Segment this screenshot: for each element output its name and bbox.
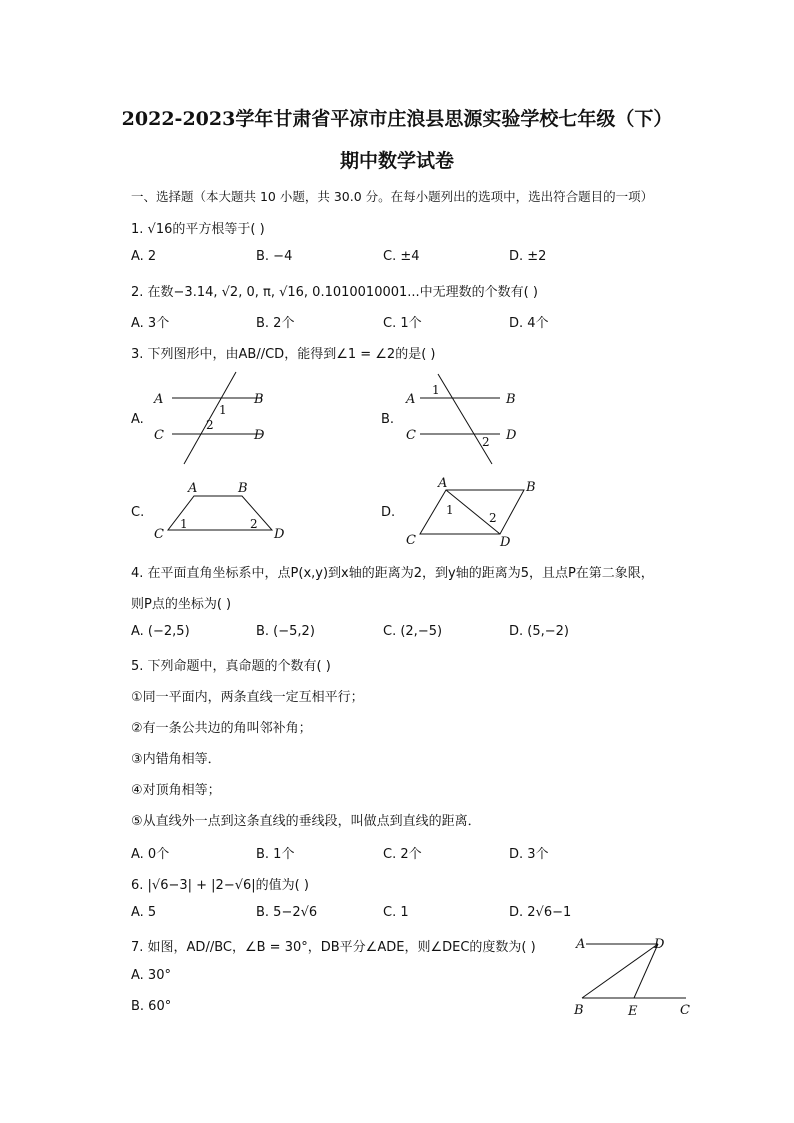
paper-title-line2: 期中数学试卷 [339, 150, 454, 172]
fig-d-angle-1: 1 [446, 503, 454, 517]
question-3-stem: 3. 下列图形中，由AB//CD，能得到∠1 = ∠2的是( ) [131, 347, 436, 362]
figure-q3-c [150, 478, 290, 548]
fig-q7-label-b: B [574, 1003, 584, 1018]
q1-option-d: D. ±2 [509, 249, 547, 264]
fig-c-label-d: D [274, 527, 285, 542]
q3-option-a: A. [131, 412, 144, 427]
q1-option-b: B. −4 [256, 249, 293, 264]
q2-option-a: A. 3个 [131, 316, 170, 331]
fig-b-label-c: C [406, 428, 416, 443]
question-1-stem: 1. √16的平方根等于( ) [131, 222, 265, 237]
fig-c-label-c: C [154, 527, 164, 542]
fig-b-angle-2: 2 [482, 435, 490, 449]
fig-a-angle-2: 2 [206, 418, 214, 432]
fig-a-label-a: A [154, 392, 164, 407]
q5-option-c: C. 2个 [383, 847, 422, 862]
fig-q7-label-a: A [576, 937, 586, 952]
q6-option-d: D. 2√6−1 [509, 905, 572, 920]
fig-d-label-d: D [500, 535, 511, 550]
q5-statement-3: ③内错角相等． [131, 752, 221, 767]
question-6-stem: 6. |√6−3| + |2−√6|的值为( ) [131, 878, 309, 893]
figure-q3-d [400, 474, 550, 550]
q5-option-d: D. 3个 [509, 847, 549, 862]
q5-option-a: A. 0个 [131, 847, 170, 862]
q3-option-c: C. [131, 505, 145, 520]
q4-option-d: D. (5,−2) [509, 624, 569, 639]
question-5-stem: 5. 下列命题中，真命题的个数有( ) [131, 659, 331, 674]
figure-q7 [568, 932, 698, 1022]
fig-q7-label-d: D [654, 937, 665, 952]
fig-d-label-b: B [526, 480, 536, 495]
figure-q3-a [150, 370, 280, 470]
question-2-stem: 2. 在数−3.14, √2, 0, π, √16, 0.1010010001...中无理数的个数有( ) [131, 285, 538, 300]
fig-b-label-b: B [506, 392, 516, 407]
q3-option-d: D. [381, 505, 396, 520]
fig-c-label-a: A [188, 481, 198, 496]
q6-option-c: C. 1 [383, 905, 409, 920]
fig-c-angle-1: 1 [180, 517, 188, 531]
question-4-stem: 4. 在平面直角坐标系中，点P(x,y)到x轴的距离为2，到y轴的距离为5，且点P在第二象限， [131, 566, 654, 581]
q5-option-b: B. 1个 [256, 847, 295, 862]
q5-statement-5: ⑤从直线外一点到这条直线的垂线段，叫做点到直线的距离． [131, 814, 481, 829]
fig-q7-label-c: C [680, 1003, 690, 1018]
q1-option-a: A. 2 [131, 249, 157, 264]
q1-option-c: C. ±4 [383, 249, 420, 264]
paper-title-line1: 2022-2023学年甘肃省平凉市庄浪县思源实验学校七年级（下） [121, 108, 673, 130]
q6-option-b: B. 5−2√6 [256, 905, 318, 920]
question-7-stem: 7. 如图，AD//BC，∠B = 30°，DB平分∠ADE，则∠DEC的度数为( ) [131, 940, 536, 955]
q3-option-b: B. [381, 412, 395, 427]
fig-c-label-b: B [238, 481, 248, 496]
question-4-stem-cont: 则P点的坐标为( ) [131, 597, 232, 612]
section-header: 一、选择题（本大题共 10 小题，共 30.0 分。在每小题列出的选项中，选出符合题目的一项） [131, 189, 654, 204]
q4-option-c: C. (2,−5) [383, 624, 443, 639]
q4-option-b: B. (−5,2) [256, 624, 315, 639]
fig-d-angle-2: 2 [489, 511, 497, 525]
fig-b-label-a: A [406, 392, 416, 407]
fig-d-label-a: A [438, 476, 448, 491]
fig-b-angle-1: 1 [432, 383, 440, 397]
figure-q3-b [400, 372, 530, 472]
q5-statement-4: ④对顶角相等； [131, 783, 221, 798]
q7-option-a: A. 30° [131, 968, 171, 983]
q2-option-d: D. 4个 [509, 316, 549, 331]
q4-option-a: A. (−2,5) [131, 624, 190, 639]
fig-a-label-d: D [254, 428, 265, 443]
q5-statement-2: ②有一条公共边的角叫邻补角； [131, 721, 312, 736]
q7-option-b: B. 60° [131, 999, 172, 1014]
fig-d-label-c: C [406, 533, 416, 548]
q5-statement-1: ①同一平面内，两条直线一定互相平行； [131, 690, 364, 705]
q6-option-a: A. 5 [131, 905, 157, 920]
fig-c-angle-2: 2 [250, 517, 258, 531]
fig-b-label-d: D [506, 428, 517, 443]
fig-a-label-c: C [154, 428, 164, 443]
q2-option-b: B. 2个 [256, 316, 295, 331]
fig-a-label-b: B [254, 392, 264, 407]
fig-q7-label-e: E [628, 1004, 638, 1019]
q2-option-c: C. 1个 [383, 316, 422, 331]
fig-a-angle-1: 1 [219, 403, 227, 417]
